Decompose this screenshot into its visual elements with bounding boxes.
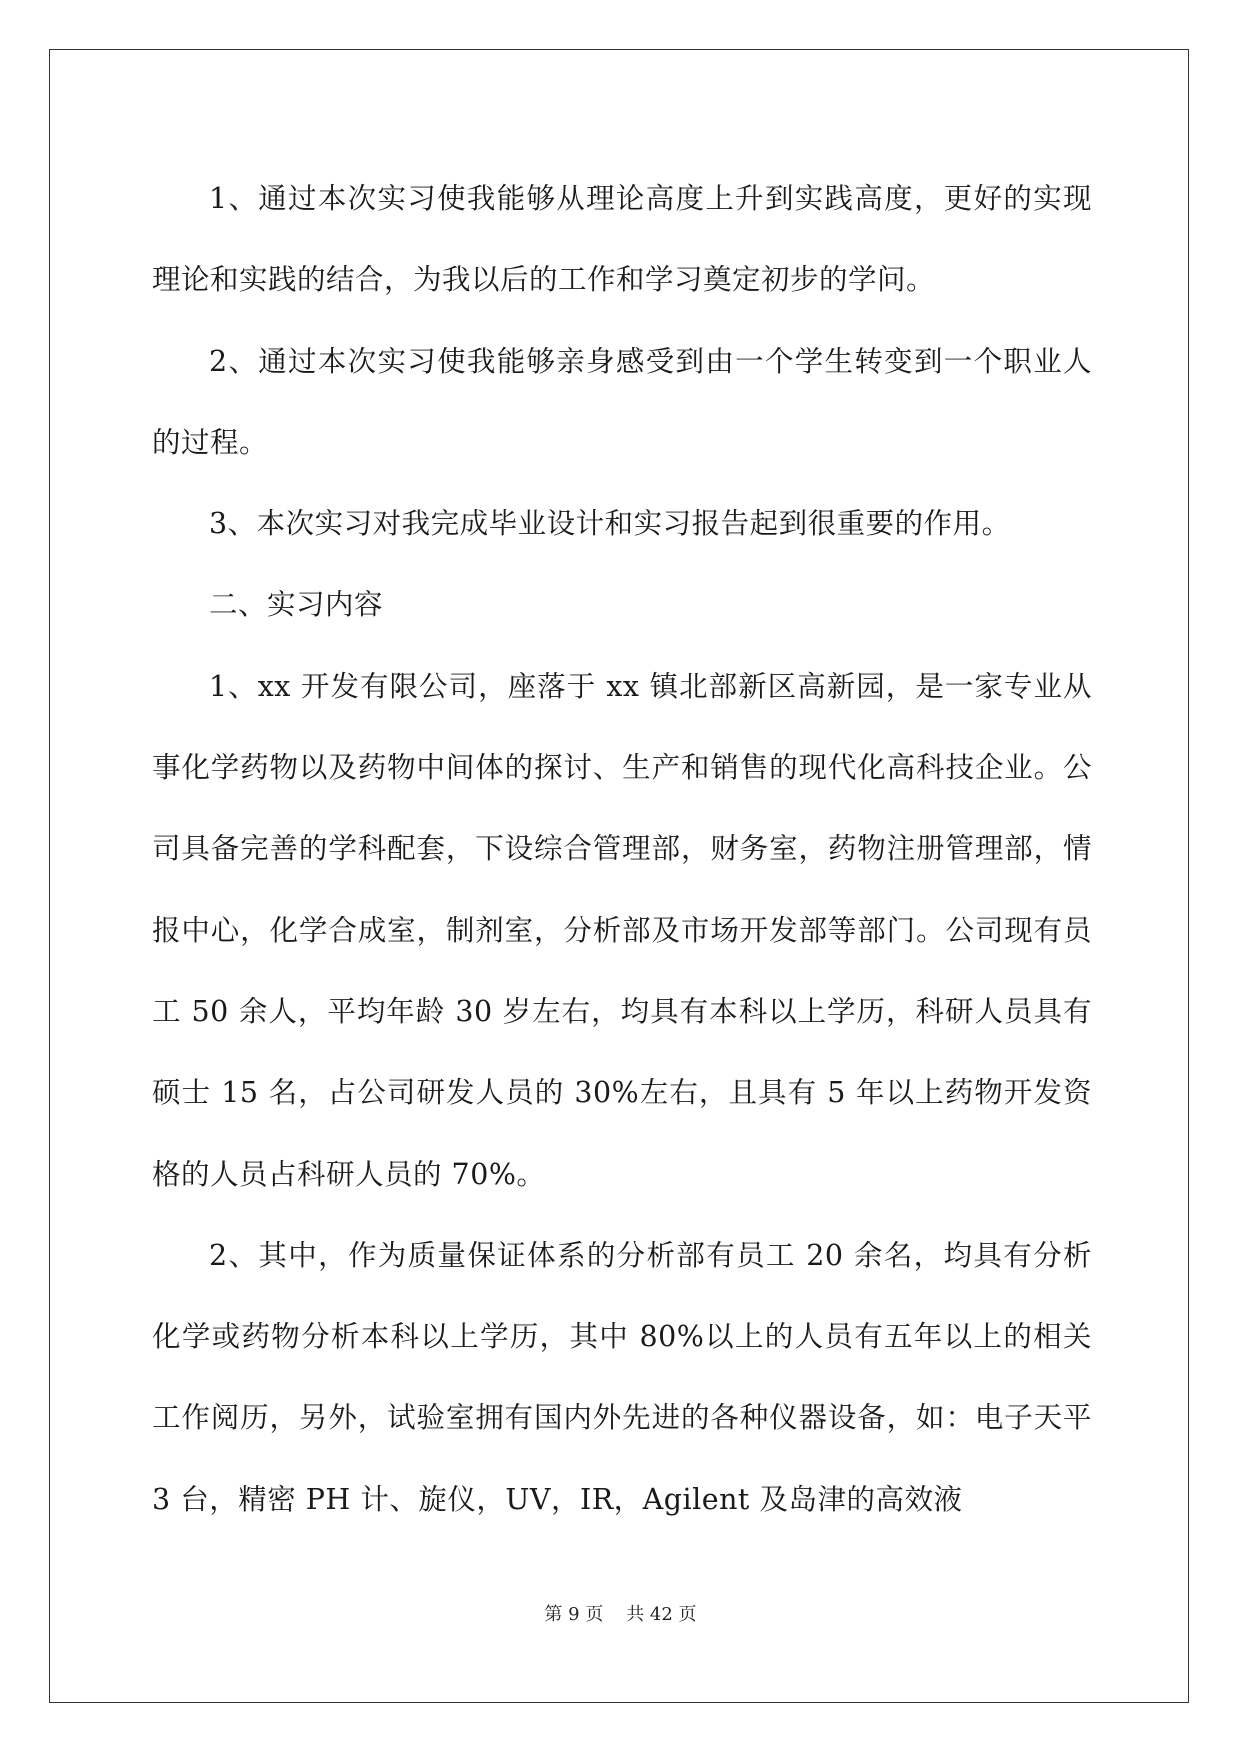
- paragraph-purpose-1: 1、通过本次实习使我能够从理论高度上升到实践高度，更好的实现理论和实践的结合，为我以后的工作和学习奠定初步的学问。: [152, 182, 1092, 297]
- paragraph-analysis-dept: 2、其中，作为质量保证体系的分析部有员工 20 余名，均具有分析化学或药物分析本科以上学历，其中 80%以上的人员有五年以上的相关工作阅历，另外，试验室拥有国内外先进的各种仪器设备，如：电子天平 3 台，精密 PH 计、旋仪，UV，IR，Agilent 及岛津的高效液: [152, 1238, 1092, 1516]
- page-footer: [0, 1600, 1241, 1626]
- page-number-label: 第 9 页 共 42 页: [544, 1604, 697, 1625]
- document-body: [152, 158, 1092, 1540]
- section-heading: 二、实习内容: [209, 588, 384, 622]
- paragraph-purpose-2: 2、通过本次实习使我能够亲身感受到由一个学生转变到一个职业人的过程。: [152, 344, 1092, 459]
- paragraph-purpose-3: 3、本次实习对我完成毕业设计和实习报告起到很重要的作用。: [209, 507, 1011, 541]
- paragraph-company-intro: 1、xx 开发有限公司，座落于 xx 镇北部新区高新园，是一家专业从事化学药物以及药物中间体的探讨、生产和销售的现代化高科技企业。公司具备完善的学科配套，下设综合管理部，财务室，药物注册管理部，情报中心，化学合成室，制剂室，分析部及市场开发部等部门。公司现有员工 50 余人，平均年龄 30 岁左右，均具有本科以上学历，科研人员具有硕士 15 名，占公司研发人员的 30%左右，且具有 5 年以上药物开发资格的人员占科研人员的 70%。: [152, 669, 1092, 1191]
